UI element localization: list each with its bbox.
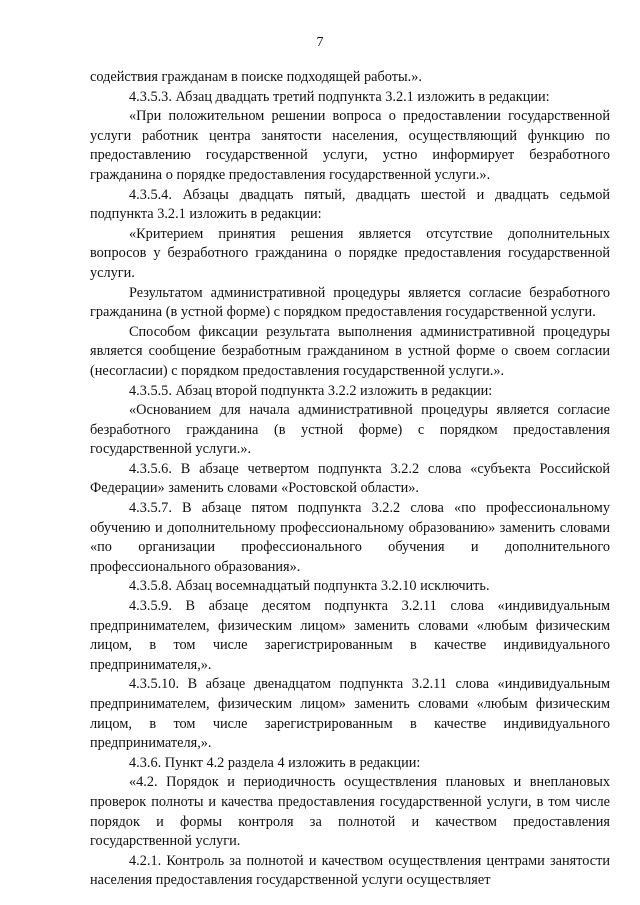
- paragraph-4-3-5-4: 4.3.5.4. Абзацы двадцать пятый, двадцать шестой и двадцать седьмой подпункта 3.2.1 изложить в редакции:: [90, 186, 610, 223]
- paragraph-quote-4-2: «4.2. Порядок и периодичность осуществления плановых и внеплановых проверок полноты и качества предоставления государственной услуги, в том числе порядок и формы контроля за полнотой и качеством предоставления государственной услуги.: [90, 774, 610, 850]
- paragraph-4-3-6: 4.3.6. Пункт 4.2 раздела 4 изложить в редакции:: [129, 754, 421, 771]
- paragraph-continuation: содействия гражданам в поиске подходящей работы.».: [90, 69, 422, 85]
- paragraph-4-2-1: 4.2.1. Контроль за полнотой и качеством осуществления центрами занятости населения предоставления государственной услуги осуществляет: [90, 852, 610, 889]
- paragraph-quote-criterion: «Критерием принятия решения является отсутствие дополнительных вопросов у безработного гражданина о порядке предоставления государственной услуги.: [90, 225, 610, 281]
- page-number: 7: [316, 35, 324, 50]
- paragraph-4-3-5-6: 4.3.5.6. В абзаце четвертом подпункта 3.2.2 слова «субъекта Российской Федерации» заменить словами «Ростовской области».: [90, 460, 610, 497]
- paragraph-4-3-5-8: 4.3.5.8. Абзац восемнадцатый подпункта 3.2.10 исключить.: [129, 578, 490, 595]
- paragraph-4-3-5-3: 4.3.5.3. Абзац двадцать третий подпункта 3.2.1 изложить в редакции:: [129, 88, 550, 105]
- paragraph-4-3-5-9: 4.3.5.9. В абзаце десятом подпункта 3.2.11 слова «индивидуальным предпринимателем, физическим лицом» заменить словами «любым физическим лицом, в том числе зарегистрированным в качестве индивидуального предпринимателя,».: [90, 598, 610, 673]
- paragraph-4-3-5-5: 4.3.5.5. Абзац второй подпункта 3.2.2 изложить в редакции:: [129, 382, 493, 399]
- paragraph-4-3-5-10: 4.3.5.10. В абзаце двенадцатом подпункта 3.2.11 слова «индивидуальным предпринимателем, физическим лицом» заменить словами «любым физическим лицом, в том числе зарегистрированным в качестве индивидуального предпринимателя,».: [90, 676, 610, 752]
- paragraph-quote-inform: «При положительном решении вопроса о предоставлении государственной услуги работник центра занятости населения, осуществляющий функцию по предоставлению государственной услуги, устно информирует безработного гражданина о порядке предоставления государственной услуги.».: [90, 108, 610, 183]
- document-body: [90, 68, 610, 891]
- paragraph-quote-basis: «Основанием для начала административной процедуры является согласие безработного гражданина (в устной форме) с порядком предоставления государственной услуги.».: [90, 402, 610, 458]
- paragraph-result: Результатом административной процедуры является согласие безработного гражданина (в устной форме) с порядком предоставления государственной услуги.: [90, 284, 610, 321]
- paragraph-4-3-5-7: 4.3.5.7. В абзаце пятом подпункта 3.2.2 слова «по профессиональному обучению и дополнительному профессиональному образованию» заменить словами «по организации профессионального обучения и дополнительного профессионального образования».: [90, 500, 610, 575]
- paragraph-fixation: Способом фиксации результата выполнения административной процедуры является сообщение безработным гражданином в устной форме о своем согласии (несогласии) с порядком предоставления государственной услуги.».: [90, 323, 610, 379]
